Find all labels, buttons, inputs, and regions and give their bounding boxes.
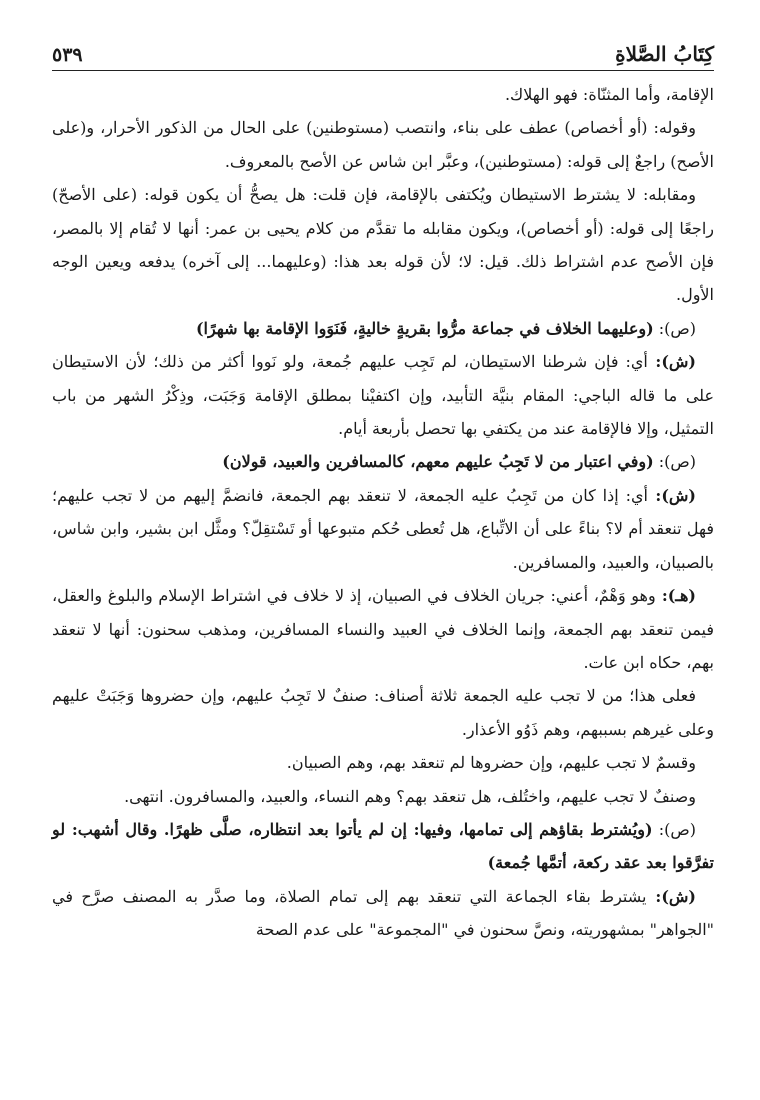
matn-paragraph	[52, 813, 714, 880]
paragraph	[52, 780, 714, 813]
paragraph-text: وصنفٌ لا تجب عليهم، واختُلف، هل تنعقد بهم؟ وهم النساء، والعبيد، والمسافرون. انتهى.	[124, 786, 696, 806]
page-number: ٥٣٩	[52, 44, 83, 66]
page-header	[52, 32, 714, 71]
paragraph	[52, 178, 714, 312]
page-body	[52, 78, 714, 947]
sharh-paragraph	[52, 479, 714, 579]
paragraph-label: (ش):	[647, 352, 697, 372]
book-title: كِتَابُ الصَّلاةِ	[615, 42, 714, 66]
matn-paragraph	[52, 312, 714, 345]
paragraph-text: (ويُشترط بقاؤهم إلى تمامها، وفيها: إن لم يأتوا بعد انتظاره، صلَّى ظهرًا. وقال أشهب: لو تفرَّقوا بعد عقد ركعة، أتمَّها جُمعة)	[52, 819, 714, 873]
paragraph-text: وقسمٌ لا تجب عليهم، وإن حضروها لم تنعقد بهم، وهم الصبيان.	[286, 753, 696, 773]
paragraph-text: وهو وَهْمٌ، أعني: جريان الخلاف في الصبيان، إذ لا خلاف في اشتراط الإسلام والبلوغ والعقل، فيمن تنعقد بهم الجمعة، وإنما الخلاف في العبيد والنساء المسافرين، ومذهب سحنون: أنها لا تنعقد بهم، حكاه ابن عات.	[52, 586, 714, 672]
paragraph-label: (ش):	[646, 886, 696, 906]
paragraph-text: الإقامة، وأما المثنّاة: فهو الهلاك.	[504, 85, 714, 104]
sharh-paragraph	[52, 345, 714, 445]
paragraph	[52, 679, 714, 746]
paragraph-label: (ش):	[647, 485, 696, 505]
paragraph	[52, 78, 714, 111]
matn-paragraph	[52, 445, 714, 478]
paragraph	[52, 746, 714, 779]
hashiya-paragraph	[52, 579, 714, 679]
paragraph-text: (وفي اعتبار من لا تَجِبُ عليهم معهم، كالمسافرين والعبيد، قولان)	[222, 452, 654, 472]
paragraph-text: ومقابله: لا يشترط الاستيطان ويُكتفى بالإقامة، فإن قلت: هل يصحُّ أن يكون قوله: (على الأصحّ) راجعًا إلى قوله: (أو أخصاص)، ويكون مقابله ما تقدَّم من كلام يحيى بن عمر: أنها لا تُقام إلا بالمصر، فإن الأصح عدم اشتراط ذلك. قيل: لا؛ لأن قوله بعد هذا: (وعليهما... إلى آخره) يدفعه ويعين الوجه الأول.	[52, 185, 714, 305]
paragraph-text: أي: إذا كان من تَجِبُ عليه الجمعة، لا تنعقد بهم الجمعة، فانضمَّ إليهم من لا تجب عليهم؛ فهل تنعقد أم لا؟ بناءً على أن الاتِّباع، هل تُعطى حُكم متبوعها أو تَسْتقِلّ؟ ومثَّل ابن بشير، وابن شاس، بالصبيان، والعبيد، والمسافرين.	[52, 485, 714, 572]
paragraph-text: يشترط بقاء الجماعة التي تنعقد بهم إلى تمام الصلاة، وما صدَّر به المصنف صرَّح في "الجواهر" بمشهوريته، ونصَّ سحنون في "المجموعة" على عدم الصحة	[52, 886, 714, 940]
paragraph-text: وقوله: (أو أخصاص) عطف على بناء، وانتصب (مستوطنين) على الحال من الذكور الأحرار، و(على الأصح) راجعٌ إلى قوله: (مستوطنين)، وعبَّر ابن شاس عن الأصح بالمعروف.	[52, 118, 714, 171]
paragraph	[52, 111, 714, 178]
sharh-paragraph	[52, 880, 714, 947]
paragraph-text: (وعليهما الخلاف في جماعة مرُّوا بقريةٍ خاليةٍ، فَنَوَوا الإقامة بها شهرًا)	[195, 318, 654, 338]
paragraph-text: فعلى هذا؛ من لا تجب عليه الجمعة ثلاثة أصناف: صنفٌ لا تَجِبُ عليهم، وإن حضروها وَجَبَتْ عليهم وعلى غيرهم بسببهم، وهم ذَوُو الأعذار.	[52, 686, 714, 739]
paragraph-label: (ص):	[653, 318, 696, 338]
paragraph-label: (ص):	[652, 819, 696, 839]
paragraph-text: أي: فإن شرطنا الاستيطان، لم تَجِب عليهم جُمعة، ولو نَووا أكثر من ذلك؛ لأن الاستيطان على ما قاله الباجي: المقام بنيَّة التأبيد، وإن اكتفيْنا بمطلق الإقامة وَجَبَت، وذِكْرُ الشهر من باب التمثيل، وإلا فالإقامة عند من يكتفي بها تحصل بأربعة أيام.	[52, 352, 714, 439]
paragraph-label: (ص):	[653, 452, 696, 472]
paragraph-label: (هـ):	[655, 586, 696, 606]
